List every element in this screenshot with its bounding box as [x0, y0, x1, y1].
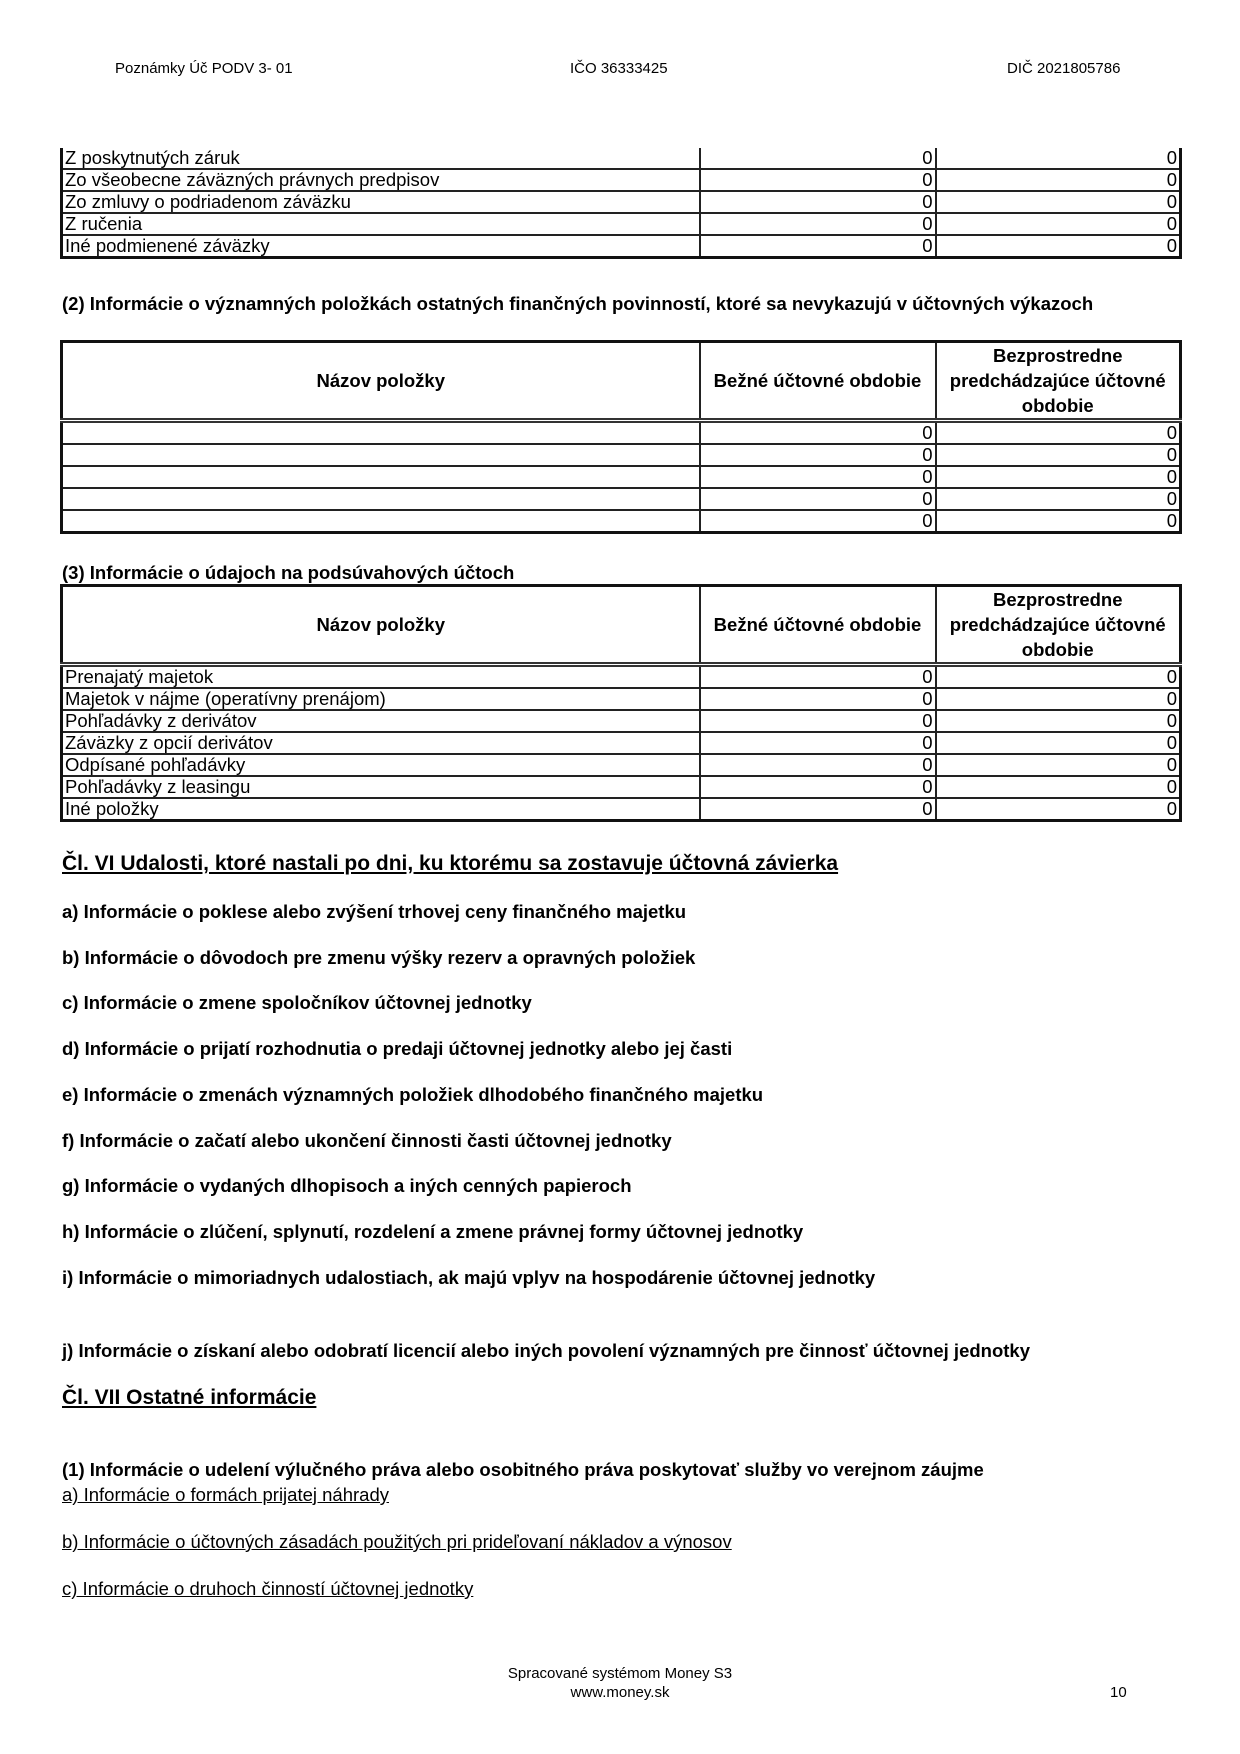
table-header-row	[62, 586, 1181, 665]
row-label: Prenajatý majetok	[62, 665, 700, 689]
current-period-value: 0	[700, 191, 936, 213]
article-6-item-f: f) Informácie o začatí alebo ukončení činnosti časti účtovnej jednotky	[62, 1130, 672, 1151]
column-header-item-name: Názov položky	[62, 342, 700, 421]
table-row	[62, 169, 1181, 191]
table-row	[62, 235, 1181, 258]
column-header-item-name: Názov položky	[62, 586, 700, 665]
table-row	[62, 488, 1181, 510]
previous-period-value: 0	[936, 421, 1181, 445]
footer-software: Spracované systémom Money S3	[507, 1665, 733, 1682]
current-period-value: 0	[700, 169, 936, 191]
table-row	[62, 754, 1181, 776]
column-header-current-period: Bežné účtovné obdobie	[700, 342, 936, 421]
article-7-item-a: a) Informácie o formách prijatej náhrady	[62, 1484, 389, 1505]
footer-website: www.money.sk	[570, 1684, 670, 1701]
article-6-item-e: e) Informácie o zmenách významných položiek dlhodobého finančného majetku	[62, 1084, 764, 1105]
table-row	[62, 148, 1181, 169]
current-period-value: 0	[700, 665, 936, 689]
previous-period-value: 0	[936, 510, 1181, 533]
current-period-value: 0	[700, 688, 936, 710]
previous-period-value: 0	[936, 488, 1181, 510]
current-period-value: 0	[700, 466, 936, 488]
contingent-liabilities-table	[60, 148, 1182, 259]
row-label	[62, 488, 700, 510]
row-label: Zo všeobecne záväzných právnych predpisov	[62, 169, 700, 191]
previous-period-value: 0	[936, 688, 1181, 710]
previous-period-value: 0	[936, 754, 1181, 776]
table-row	[62, 798, 1181, 821]
section-2-title: (2) Informácie o významných položkách ostatných finančných povinností, ktoré sa nevykazujú v účtovných výkazoch	[62, 293, 1094, 314]
header-ico: IČO 36333425	[570, 60, 668, 77]
row-label	[62, 444, 700, 466]
article-7-item-c: c) Informácie o druhoch činností účtovnej jednotky	[62, 1578, 474, 1599]
table-row	[62, 466, 1181, 488]
table-row	[62, 665, 1181, 689]
previous-period-value: 0	[936, 665, 1181, 689]
current-period-value: 0	[700, 148, 936, 169]
current-period-value: 0	[700, 488, 936, 510]
row-label: Záväzky z opcií derivátov	[62, 732, 700, 754]
row-label: Odpísané pohľadávky	[62, 754, 700, 776]
table-row	[62, 732, 1181, 754]
row-label	[62, 466, 700, 488]
current-period-value: 0	[700, 798, 936, 821]
current-period-value: 0	[700, 776, 936, 798]
table-row	[62, 213, 1181, 235]
row-label: Pohľadávky z leasingu	[62, 776, 700, 798]
current-period-value: 0	[700, 235, 936, 258]
article-7-item-b: b) Informácie o účtovných zásadách použitých pri prideľovaní nákladov a výnosov	[62, 1531, 732, 1552]
current-period-value: 0	[700, 732, 936, 754]
current-period-value: 0	[700, 444, 936, 466]
row-label: Majetok v nájme (operatívny prenájom)	[62, 688, 700, 710]
table-row	[62, 776, 1181, 798]
article-7-heading: Čl. VII Ostatné informácie	[62, 1386, 317, 1409]
current-period-value: 0	[700, 421, 936, 445]
previous-period-value: 0	[936, 798, 1181, 821]
header-document-title: Poznámky Úč PODV 3- 01	[115, 60, 293, 77]
previous-period-value: 0	[936, 235, 1181, 258]
section-3-title: (3) Informácie o údajoch na podsúvahových účtoch	[62, 562, 515, 583]
previous-period-value: 0	[936, 444, 1181, 466]
page-number: 10	[1110, 1684, 1127, 1701]
table-row	[62, 710, 1181, 732]
article-6-item-a: a) Informácie o poklese alebo zvýšení trhovej ceny finančného majetku	[62, 901, 687, 922]
row-label: Zo zmluvy o podriadenom záväzku	[62, 191, 700, 213]
row-label: Pohľadávky z derivátov	[62, 710, 700, 732]
previous-period-value: 0	[936, 191, 1181, 213]
row-label	[62, 421, 700, 445]
article-6-item-c: c) Informácie o zmene spoločníkov účtovnej jednotky	[62, 992, 532, 1013]
row-label	[62, 510, 700, 533]
row-label: Iné položky	[62, 798, 700, 821]
previous-period-value: 0	[936, 776, 1181, 798]
article-6-item-j: j) Informácie o získaní alebo odobratí licencií alebo iných povolení významných pre činnosť účtovnej jednotky	[62, 1340, 1030, 1361]
off-balance-sheet-table	[60, 584, 1182, 822]
table-row	[62, 444, 1181, 466]
table-row	[62, 191, 1181, 213]
table-row	[62, 421, 1181, 445]
article-6-item-i: i) Informácie o mimoriadnych udalostiach, ak majú vplyv na hospodárenie účtovnej jednotky	[62, 1267, 876, 1288]
current-period-value: 0	[700, 710, 936, 732]
current-period-value: 0	[700, 754, 936, 776]
column-header-previous-period: Bezprostredne predchádzajúce účtovné obdobie	[936, 586, 1181, 665]
previous-period-value: 0	[936, 732, 1181, 754]
row-label: Z ručenia	[62, 213, 700, 235]
article-6-item-h: h) Informácie o zlúčení, splynutí, rozdelení a zmene právnej formy účtovnej jednotky	[62, 1221, 804, 1242]
column-header-previous-period: Bezprostredne predchádzajúce účtovné obdobie	[936, 342, 1181, 421]
header-dic: DIČ 2021805786	[1007, 60, 1121, 77]
other-financial-obligations-table	[60, 340, 1182, 534]
article-7-subsection-1: (1) Informácie o udelení výlučného práva alebo osobitného práva poskytovať služby vo verejnom záujme	[62, 1459, 984, 1480]
current-period-value: 0	[700, 510, 936, 533]
previous-period-value: 0	[936, 169, 1181, 191]
row-label: Iné podmienené záväzky	[62, 235, 700, 258]
article-6-item-d: d) Informácie o prijatí rozhodnutia o predaji účtovnej jednotky alebo jej časti	[62, 1038, 733, 1059]
table-header-row	[62, 342, 1181, 421]
table-row	[62, 688, 1181, 710]
article-6-heading: Čl. VI Udalosti, ktoré nastali po dni, ku ktorému sa zostavuje účtovná závierka	[62, 852, 839, 875]
column-header-current-period: Bežné účtovné obdobie	[700, 586, 936, 665]
article-6-item-g: g) Informácie o vydaných dlhopisoch a iných cenných papieroch	[62, 1175, 632, 1196]
row-label: Z poskytnutých záruk	[62, 148, 700, 169]
table-row	[62, 510, 1181, 533]
article-6-item-b: b) Informácie o dôvodoch pre zmenu výšky rezerv a opravných položiek	[62, 947, 696, 968]
previous-period-value: 0	[936, 148, 1181, 169]
previous-period-value: 0	[936, 466, 1181, 488]
previous-period-value: 0	[936, 213, 1181, 235]
previous-period-value: 0	[936, 710, 1181, 732]
current-period-value: 0	[700, 213, 936, 235]
